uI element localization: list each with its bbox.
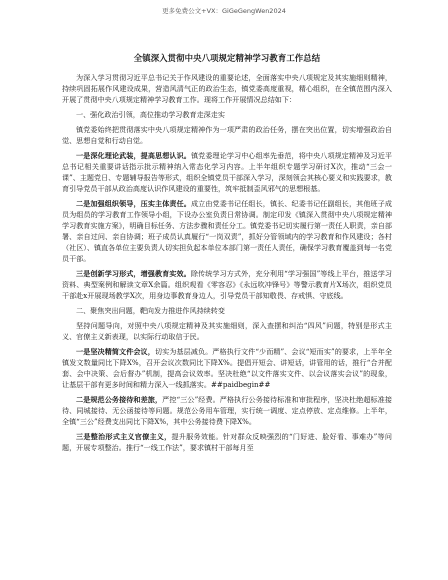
paragraph-1-body: 镇党委理论学习中心组率先垂范，将中央八项规定精神及习近平总书记相关重要讲话指示批示精神纳入常态化学习内容。上半年组织专题学习研讨X次，推动“三会一课”、主题党日、专题辅导报告等形式，组织全镇党员干部深入学习，深刻领会其核心要义和实践要求，教育引导党员干部从政治高度认识作风建设的重要性，筑牢抵制歪风邪气的思想根基。 (62, 151, 393, 193)
paragraph-2-lead: 二是加强组织领导，压实主体责任。 (76, 199, 191, 208)
section-2-intro: 坚持问题导向，对照中央八项规定精神及其实施细则，深入查摆和纠治“四风”问题，特别是形式主义、官僚主义新表现，以实际行动取信于民。 (62, 321, 392, 341)
section-1-intro: 镇党委始终把贯彻落实中央八项规定精神作为一项严肃的政治任务，摆在突出位置，切实增强政治自觉、思想自觉和行动自觉。 (62, 125, 392, 145)
paragraph-6-lead: 三是整治形式主义官僚主义， (76, 432, 172, 441)
paragraph-6 (62, 431, 392, 453)
paragraph-1 (62, 150, 392, 194)
page-header: 更多免费公文+VX：GiGeGengWen2024 (162, 7, 286, 15)
paragraph-5-body: 严控“三公”经费。严格执行公务接待标准和审批程序，坚决杜绝超标准接待、同城接待、无公函接待等问题。规范公务用车管理，实行统一调度、定点停放、定点维修。上半年，全镇“三公”经费支出同比下降X%，其中公务接待费下降X%。 (62, 395, 392, 426)
paragraph-3 (62, 268, 392, 301)
intro-paragraph: 为深入学习贯彻习近平总书记关于作风建设的重要论述，全面落实中央八项规定及其实施细则精神，持续巩固拓展作风建设成果，营造风清气正的政治生态，镇党委高度重视，精心组织，在全镇范围内深入开展了贯彻中央八项规定精神学习教育工作。现将工作开展情况总结如下： (62, 73, 392, 104)
document-body (62, 52, 392, 457)
paragraph-5 (62, 394, 392, 427)
section-1-heading: 一、强化政治引领，高位推动学习教育走深走实 (76, 110, 225, 119)
paragraph-6-body: 提升服务效能。针对群众反映强烈的“门好进、脸好看、事难办”等问题，开展专项整治。推行“一线工作法”，要求镇村干部每月至 (62, 432, 392, 452)
paragraph-4-lead: 一是坚决精简文件会议， (76, 347, 155, 356)
paragraph-1-lead: 一是深化理论武装，提高思想认识。 (76, 151, 191, 160)
section-2-heading: 二、聚焦突出问题，靶向发力推进作风持续转变 (76, 306, 225, 315)
paragraph-4 (62, 346, 392, 390)
paragraph-3-lead: 三是创新学习形式，增强教育实效。 (76, 269, 191, 278)
paragraph-2-body: 成立由党委书记任组长，镇长、纪委书记任副组长，其他班子成员为组员的学习教育工作领导小组，下设办公室负责日常协调。制定印发《镇深入贯彻中央八项规定精神学习教育实施方案》，明确目标任务、方法步骤和责任分工。镇党委书记切实履行第一责任人职责，亲自部署、亲自过问、亲自协调；班子成员认真履行“一岗双责”，抓好分管领域内的学习教育和作风建设；各村（社区）、镇直各单位主要负责人切实担负起本单位本部门第一责任人责任，确保学习教育覆盖到每一名党员干部。 (62, 199, 393, 263)
paragraph-2 (62, 198, 392, 264)
document-title: 全镇深入贯彻中央八项规定精神学习教育工作总结 (133, 53, 321, 63)
paragraph-5-lead: 二是规范公务接待和差旅， (76, 395, 163, 404)
paragraph-3-body: 除传统学习方式外，充分利用“学习强国”等线上平台，推送学习资料、典型案例和解读文章X余篇。组织观看《零容忍》《永远吹冲锋号》等警示教育片X场次，组织党员干部赴x开展现场教学X次，用身边事教育身边人，引导党员干部知敬畏、存戒惧、守底线。 (62, 269, 392, 300)
paragraph-4-body: 切实为基层减负。严格执行文件“少而精”、会议“短而实”的要求，上半年全镇发文数量同比下降X%，召开会议次数同比下降X%。提倡开短会、讲短话，讲管用的话，推行“合并配套、会中决策、会后督办”机制，提高会议效率。坚决杜绝“以文件落实文件、以会议落实会议”的现象，让基层干部有更多时间和精力深入一线抓落实。##paidbegin## (62, 347, 392, 389)
